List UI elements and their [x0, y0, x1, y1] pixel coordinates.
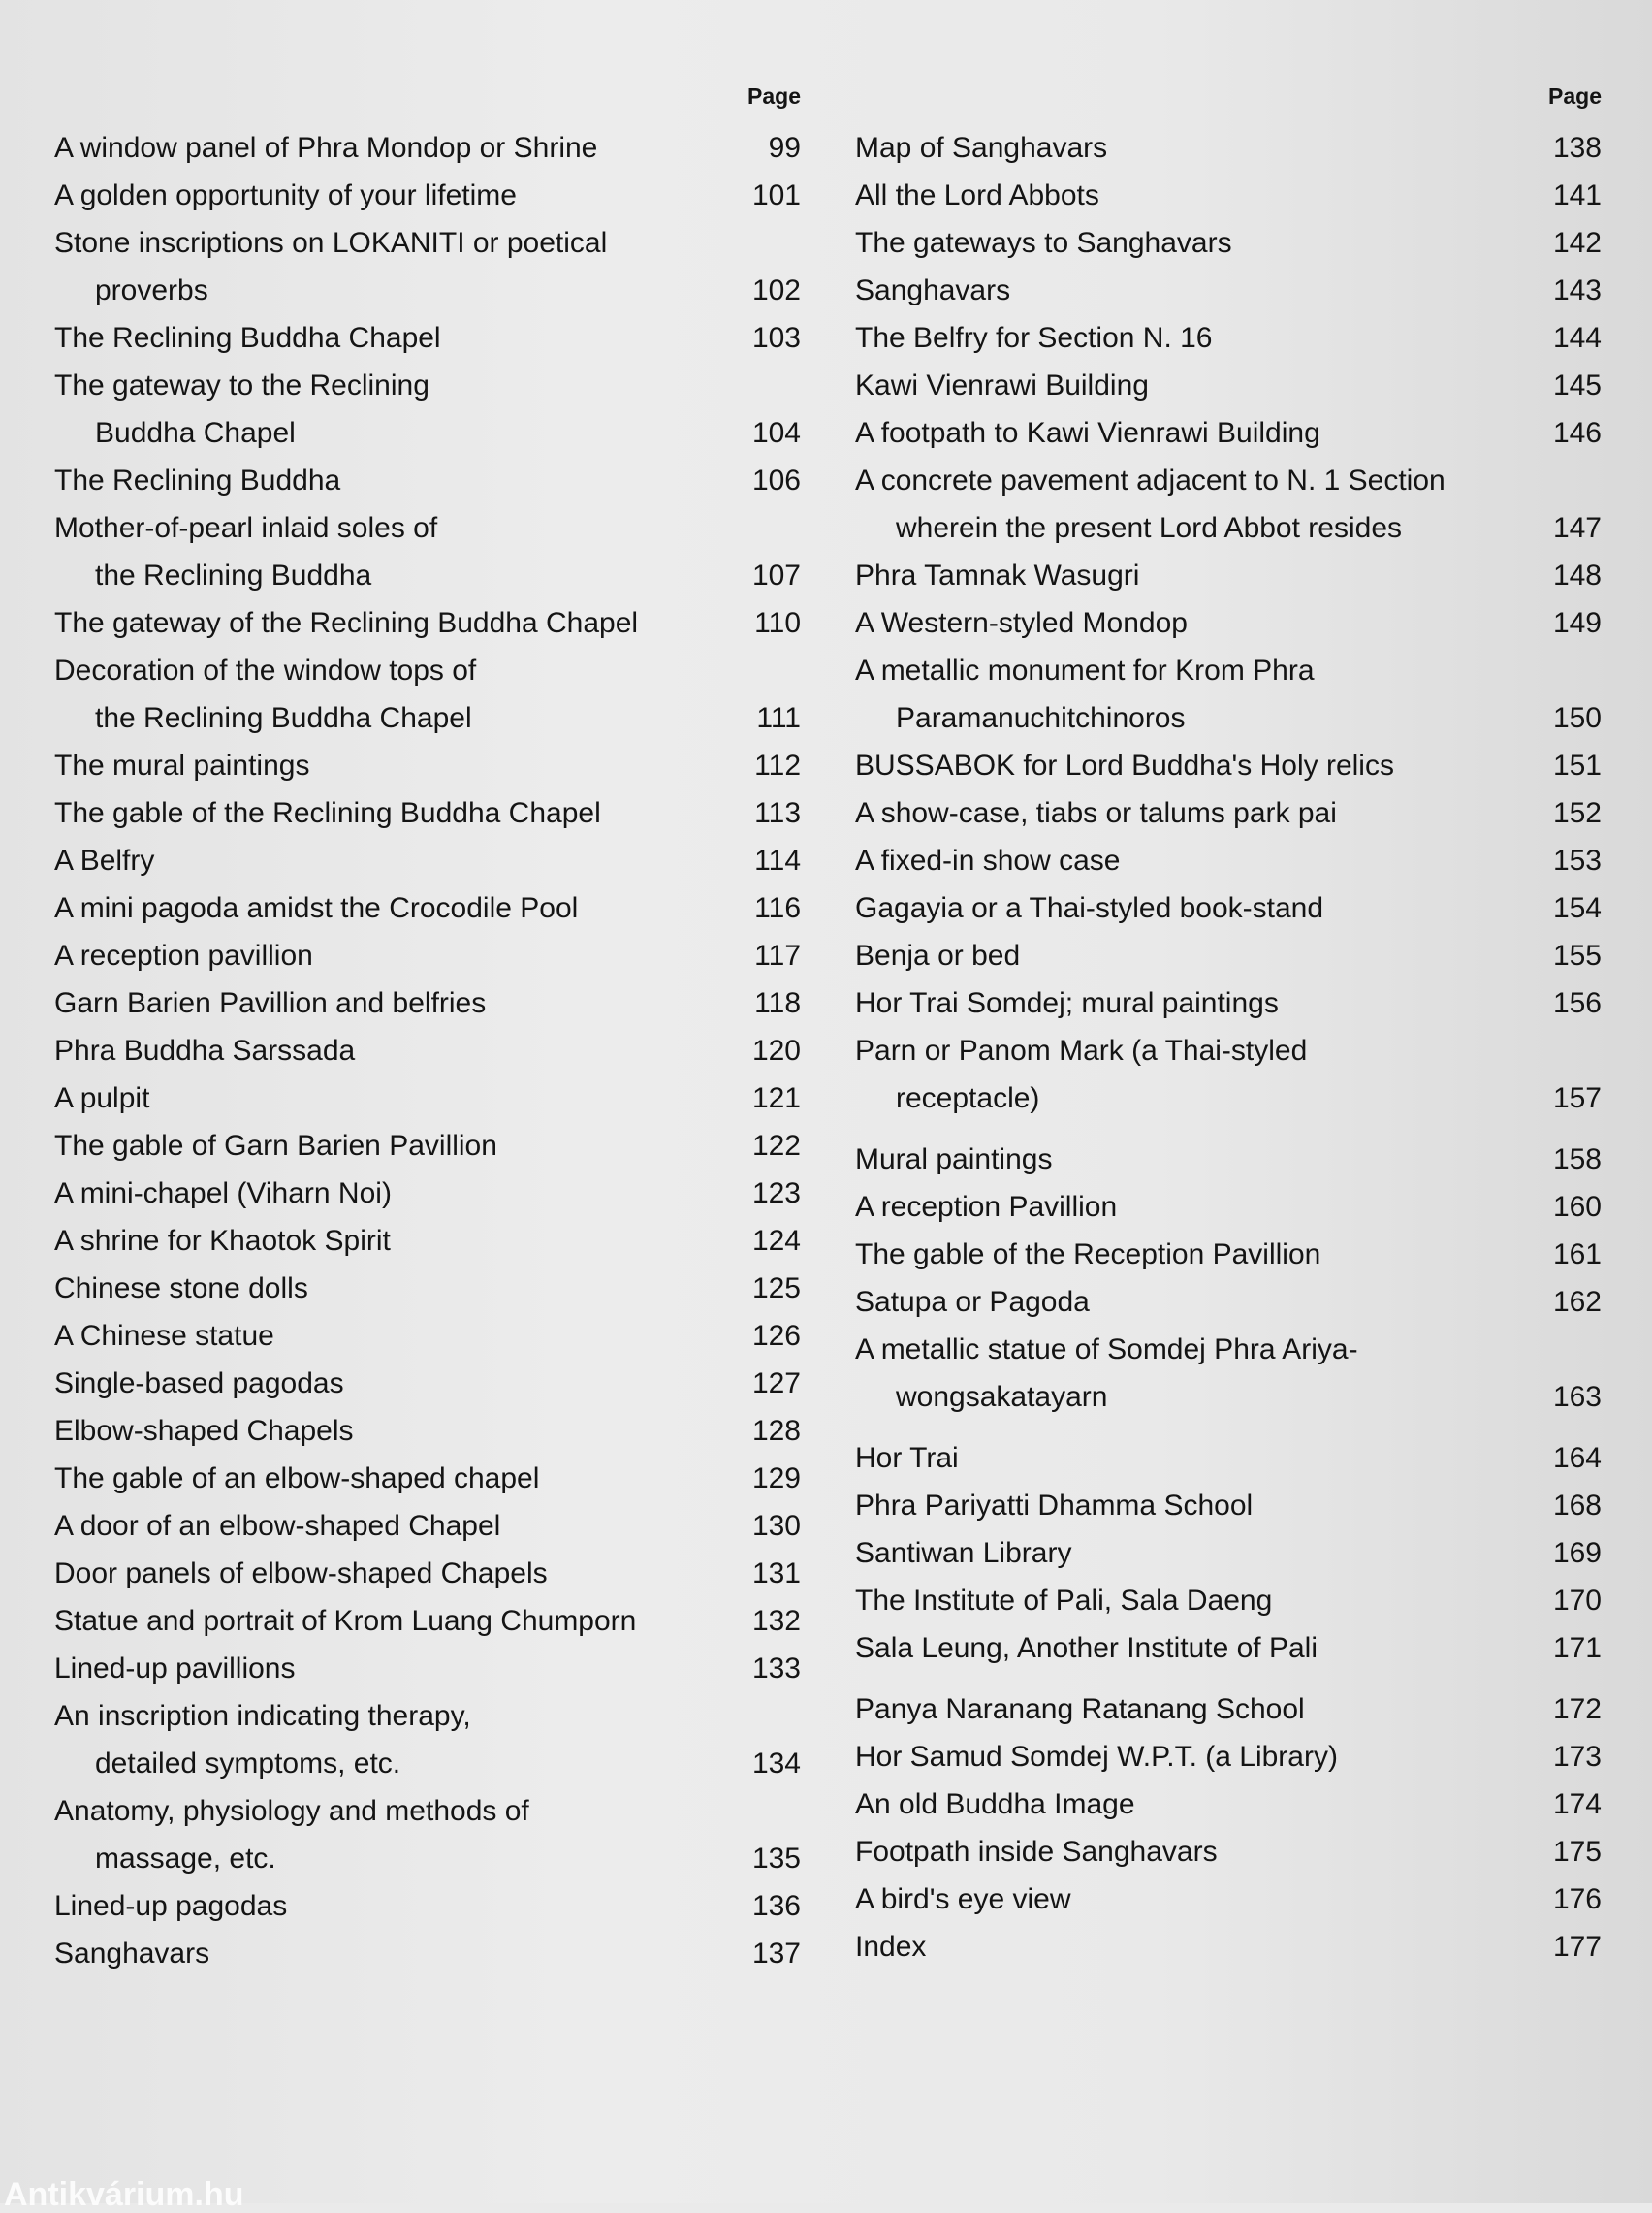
- toc-entry-page-number: 176: [1552, 1883, 1602, 1915]
- toc-entry-line: Parn or Panom Mark (a Thai-styled: [855, 1035, 1308, 1067]
- toc-entry-line: A footpath to Kawi Vienrawi Building: [855, 417, 1320, 449]
- toc-entry-line: Phra Tamnak Wasugri: [855, 560, 1140, 592]
- right-column: [855, 78, 1602, 1971]
- toc-entry-line: Lined-up pavillions: [54, 1652, 296, 1684]
- toc-entry-page-number: 149: [1552, 607, 1602, 639]
- toc-entry-page-number: 126: [751, 1320, 801, 1352]
- toc-entry-page-number: 102: [751, 274, 801, 306]
- toc-entry: [54, 1550, 801, 1597]
- toc-entry-line: A golden opportunity of your lifetime: [54, 179, 517, 211]
- toc-entry: [54, 1170, 801, 1217]
- toc-entry-line: Phra Buddha Sarssada: [54, 1035, 356, 1067]
- toc-entry-line: Lined-up pagodas: [54, 1890, 288, 1922]
- toc-entry-title: [54, 1455, 714, 1502]
- toc-entry-line: Satupa or Pagoda: [855, 1286, 1090, 1318]
- toc-entry-page-number: 156: [1552, 987, 1602, 1019]
- toc-entry-page-number: 154: [1552, 892, 1602, 924]
- toc-entry: [855, 837, 1602, 884]
- toc-entry-line: Mural paintings: [855, 1143, 1053, 1175]
- toc-entry-page-number: 132: [751, 1605, 801, 1637]
- toc-entry-page-number: 151: [1552, 750, 1602, 782]
- toc-entry-title: [855, 1577, 1514, 1624]
- toc-entry-title: [855, 552, 1514, 599]
- toc-entry-page-number: 153: [1552, 845, 1602, 877]
- toc-entry-page-number: 135: [751, 1843, 801, 1875]
- toc-entry-line: A metallic statue of Somdej Phra Ariya-: [855, 1333, 1358, 1365]
- toc-entry: [855, 124, 1602, 172]
- toc-entry-title: [54, 1217, 714, 1265]
- toc-entry-line: Hor Trai: [855, 1442, 959, 1474]
- toc-entry-line: massage, etc.: [95, 1843, 276, 1875]
- toc-entry-page-number: 103: [751, 322, 801, 354]
- toc-entry: [54, 1360, 801, 1407]
- toc-entry-line: Kawi Vienrawi Building: [855, 369, 1149, 401]
- toc-entry-page-number: 130: [751, 1510, 801, 1542]
- toc-entry-title: [855, 1828, 1514, 1876]
- toc-entry-page-number: 155: [1552, 940, 1602, 972]
- toc-entry-title: [54, 1645, 714, 1692]
- toc-entry: [54, 1692, 801, 1787]
- toc-entry-title: [54, 504, 714, 599]
- toc-entry-page-number: 147: [1552, 512, 1602, 544]
- toc-entry-line: A bird's eye view: [855, 1883, 1071, 1915]
- toc-entry-title: [855, 457, 1514, 552]
- toc-entry: [855, 1326, 1602, 1421]
- toc-entry-page-number: 125: [751, 1272, 801, 1304]
- toc-entry-title: [855, 409, 1514, 457]
- toc-entry-page-number: 133: [751, 1652, 801, 1684]
- toc-entry-line: Hor Samud Somdej W.P.T. (a Library): [855, 1741, 1338, 1773]
- toc-entry-title: [54, 837, 714, 884]
- toc-entry-title: [855, 647, 1514, 742]
- toc-entry-title: [855, 932, 1514, 979]
- toc-entry-page-number: 162: [1552, 1286, 1602, 1318]
- toc-entry-line: A metallic monument for Krom Phra: [855, 655, 1315, 687]
- toc-entry-line: A Chinese statue: [54, 1320, 274, 1352]
- toc-entry: [54, 1645, 801, 1692]
- toc-entry-page-number: 158: [1552, 1143, 1602, 1175]
- toc-entry-title: [54, 219, 714, 314]
- toc-entry-page-number: 134: [751, 1748, 801, 1780]
- toc-entry: [855, 172, 1602, 219]
- toc-entry-page-number: 101: [751, 179, 801, 211]
- toc-entry: [54, 1502, 801, 1550]
- toc-entry-page-number: 136: [751, 1890, 801, 1922]
- toc-entry: [855, 314, 1602, 362]
- toc-entry-line: A reception pavillion: [54, 940, 313, 972]
- toc-entry: [855, 1733, 1602, 1780]
- toc-entry-title: [855, 979, 1514, 1027]
- toc-entry-title: [855, 1685, 1514, 1733]
- toc-entry-title: [54, 1597, 714, 1645]
- toc-entry-page-number: 177: [1552, 1931, 1602, 1963]
- toc-entry: [54, 742, 801, 789]
- toc-entry: [54, 647, 801, 742]
- toc-entry-title: [54, 1787, 714, 1882]
- toc-entry-title: [54, 172, 714, 219]
- toc-entry-title: [54, 789, 714, 837]
- toc-entry: [855, 884, 1602, 932]
- toc-entry-title: [855, 1136, 1514, 1183]
- toc-entry-line: An old Buddha Image: [855, 1788, 1135, 1820]
- toc-entry-line: Benja or bed: [855, 940, 1021, 972]
- toc-entry-title: [54, 1074, 714, 1122]
- toc-entry-line: Sanghavars: [855, 274, 1011, 306]
- toc-entry-line: Stone inscriptions on LOKANITI or poetical: [54, 227, 608, 259]
- toc-entry-line: The Reclining Buddha Chapel: [54, 322, 441, 354]
- toc-entry: [855, 1434, 1602, 1482]
- toc-entry-line: The Belfry for Section N. 16: [855, 322, 1213, 354]
- toc-entry: [54, 932, 801, 979]
- toc-entry: [855, 1183, 1602, 1231]
- toc-entry: [54, 1074, 801, 1122]
- toc-entry: [54, 457, 801, 504]
- toc-entry-line: Chinese stone dolls: [54, 1272, 308, 1304]
- toc-entry-line: A concrete pavement adjacent to N. 1 Section: [855, 465, 1446, 497]
- page-column-label-left: Page: [747, 83, 801, 109]
- toc-entry-title: [855, 789, 1514, 837]
- toc-entry-page-number: 113: [754, 797, 801, 829]
- toc-entry: [855, 1876, 1602, 1923]
- toc-entry-title: [855, 884, 1514, 932]
- toc-entry-line: A window panel of Phra Mondop or Shrine: [54, 132, 598, 164]
- toc-entry-title: [855, 1923, 1514, 1971]
- toc-entry: [54, 1455, 801, 1502]
- toc-entry-title: [54, 1407, 714, 1455]
- toc-entry-line: A pulpit: [54, 1082, 150, 1114]
- toc-entry-title: [855, 1529, 1514, 1577]
- toc-entry-line: A mini-chapel (Viharn Noi): [54, 1177, 392, 1209]
- watermark: Antikvárium.hu: [4, 2176, 244, 2213]
- page-column-label-right: Page: [1548, 83, 1602, 109]
- toc-entry-line: the Reclining Buddha Chapel: [95, 702, 472, 734]
- left-entry-list: [54, 124, 801, 1977]
- toc-entry: [54, 979, 801, 1027]
- toc-entry-title: [855, 219, 1514, 267]
- toc-entry-line: A Belfry: [54, 845, 155, 877]
- toc-entry-line: The gateway of the Reclining Buddha Chapel: [54, 607, 639, 639]
- toc-entry: [855, 1923, 1602, 1971]
- toc-entry-line: Garn Barien Pavillion and belfries: [54, 987, 487, 1019]
- left-column: [54, 78, 801, 1977]
- toc-entry-title: [54, 362, 714, 457]
- toc-entry-page-number: 127: [751, 1367, 801, 1399]
- toc-entry-title: [54, 1692, 714, 1787]
- toc-entry-line: wongsakatayarn: [896, 1381, 1108, 1413]
- toc-entry-line: Phra Pariyatti Dhamma School: [855, 1490, 1254, 1522]
- toc-entry-line: The Reclining Buddha: [54, 465, 341, 497]
- toc-entry-page-number: 138: [1552, 132, 1602, 164]
- toc-entry: [54, 1122, 801, 1170]
- toc-entry-line: the Reclining Buddha: [95, 560, 372, 592]
- toc-entry-page-number: 163: [1552, 1381, 1602, 1413]
- toc-entry-page-number: 148: [1552, 560, 1602, 592]
- toc-entry: [54, 172, 801, 219]
- toc-entry-page-number: 137: [751, 1938, 801, 1970]
- toc-entry-title: [855, 1876, 1514, 1923]
- toc-entry-page-number: 99: [768, 132, 801, 164]
- toc-entry-line: detailed symptoms, etc.: [95, 1748, 401, 1780]
- toc-entry-title: [855, 172, 1514, 219]
- toc-entry-page-number: 172: [1552, 1693, 1602, 1725]
- toc-entry: [54, 1930, 801, 1977]
- toc-entry-title: [855, 1482, 1514, 1529]
- toc-entry-line: Door panels of elbow-shaped Chapels: [54, 1557, 548, 1589]
- toc-entry-page-number: 144: [1552, 322, 1602, 354]
- toc-entry: [855, 647, 1602, 742]
- toc-entry-page-number: 107: [751, 560, 801, 592]
- toc-entry-page-number: 118: [754, 987, 801, 1019]
- toc-entry-line: Single-based pagodas: [54, 1367, 344, 1399]
- toc-entry: [54, 1027, 801, 1074]
- toc-entry-title: [54, 742, 714, 789]
- toc-entry-page-number: 114: [754, 845, 801, 877]
- toc-entry-title: [54, 314, 714, 362]
- toc-entry-title: [54, 884, 714, 932]
- toc-entry-line: Statue and portrait of Krom Luang Chumporn: [54, 1605, 637, 1637]
- toc-entry: [855, 742, 1602, 789]
- toc-entry-line: The gable of Garn Barien Pavillion: [54, 1130, 497, 1162]
- toc-entry-title: [855, 742, 1514, 789]
- toc-entry-title: [54, 1265, 714, 1312]
- toc-entry-line: Panya Naranang Ratanang School: [855, 1693, 1305, 1725]
- toc-entry-line: All the Lord Abbots: [855, 179, 1099, 211]
- toc-entry: [855, 219, 1602, 267]
- toc-entry-line: wherein the present Lord Abbot resides: [896, 512, 1402, 544]
- toc-entry-line: Gagayia or a Thai-styled book-stand: [855, 892, 1324, 924]
- toc-entry-page-number: 175: [1552, 1836, 1602, 1868]
- toc-entry: [54, 219, 801, 314]
- toc-entry-title: [855, 362, 1514, 409]
- toc-entry-line: A Western-styled Mondop: [855, 607, 1188, 639]
- toc-entry-page-number: 170: [1552, 1585, 1602, 1617]
- toc-entry: [54, 314, 801, 362]
- toc-entry: [855, 1577, 1602, 1624]
- toc-entry-page-number: 150: [1552, 702, 1602, 734]
- toc-entry-title: [54, 124, 714, 172]
- toc-entry-page-number: 173: [1552, 1741, 1602, 1773]
- toc-entry-line: A show-case, tiabs or talums park pai: [855, 797, 1337, 829]
- toc-entry: [855, 1231, 1602, 1278]
- toc-entry-line: The gateway to the Reclining: [54, 369, 429, 401]
- toc-entry-title: [855, 1733, 1514, 1780]
- toc-entry: [855, 1027, 1602, 1122]
- toc-entry-title: [54, 1550, 714, 1597]
- toc-entry-page-number: 104: [751, 417, 801, 449]
- toc-entry-line: A door of an elbow-shaped Chapel: [54, 1510, 501, 1542]
- toc-entry: [855, 932, 1602, 979]
- toc-entry-line: A shrine for Khaotok Spirit: [54, 1225, 391, 1257]
- toc-entry-title: [855, 267, 1514, 314]
- toc-entry-page-number: 152: [1552, 797, 1602, 829]
- toc-entry-title: [855, 1183, 1514, 1231]
- toc-entry: [54, 1312, 801, 1360]
- toc-entry-line: Paramanuchitchinoros: [896, 702, 1186, 734]
- toc-entry-title: [54, 1930, 714, 1977]
- toc-entry-page-number: 121: [751, 1082, 801, 1114]
- toc-entry-page-number: 116: [754, 892, 801, 924]
- toc-entry-line: Sala Leung, Another Institute of Pali: [855, 1632, 1318, 1664]
- toc-entry: [54, 504, 801, 599]
- toc-entry: [855, 979, 1602, 1027]
- toc-entry-page-number: 123: [751, 1177, 801, 1209]
- toc-entry-line: The Institute of Pali, Sala Daeng: [855, 1585, 1273, 1617]
- toc-entry: [54, 884, 801, 932]
- toc-entry-page-number: 164: [1552, 1442, 1602, 1474]
- toc-entry-page-number: 122: [751, 1130, 801, 1162]
- toc-entry: [855, 362, 1602, 409]
- toc-entry-line: Map of Sanghavars: [855, 132, 1108, 164]
- toc-entry-line: The gateways to Sanghavars: [855, 227, 1232, 259]
- toc-entry-title: [54, 1312, 714, 1360]
- toc-entry: [54, 789, 801, 837]
- toc-entry-title: [54, 647, 714, 742]
- toc-entry: [855, 1136, 1602, 1183]
- toc-entry-page-number: 143: [1552, 274, 1602, 306]
- toc-entry-page-number: 117: [754, 940, 801, 972]
- toc-entry-page-number: 171: [1552, 1632, 1602, 1664]
- toc-entry-line: Hor Trai Somdej; mural paintings: [855, 987, 1279, 1019]
- toc-entry-title: [855, 1027, 1514, 1122]
- toc-entry: [54, 1882, 801, 1930]
- toc-entry-line: The mural paintings: [54, 750, 310, 782]
- toc-entry-page-number: 110: [754, 607, 801, 639]
- toc-entry: [855, 1529, 1602, 1577]
- toc-entry-line: Buddha Chapel: [95, 417, 296, 449]
- toc-entry: [855, 1624, 1602, 1672]
- toc-entry: [855, 599, 1602, 647]
- toc-entry-page-number: 106: [751, 465, 801, 497]
- toc-entry-title: [54, 1027, 714, 1074]
- toc-entry-line: The gable of the Reclining Buddha Chapel: [54, 797, 601, 829]
- toc-entry-title: [855, 1624, 1514, 1672]
- toc-entry-page-number: 145: [1552, 369, 1602, 401]
- toc-entry-line: A mini pagoda amidst the Crocodile Pool: [54, 892, 579, 924]
- toc-entry-page-number: 157: [1552, 1082, 1602, 1114]
- toc-entry: [855, 1828, 1602, 1876]
- toc-entry-title: [855, 1326, 1514, 1421]
- toc-entry: [855, 457, 1602, 552]
- toc-entry-line: receptacle): [896, 1082, 1040, 1114]
- toc-entry: [855, 1685, 1602, 1733]
- toc-entry-page-number: 161: [1552, 1238, 1602, 1270]
- toc-entry-title: [54, 1122, 714, 1170]
- toc-entry-page-number: 141: [1552, 179, 1602, 211]
- toc-entry: [54, 362, 801, 457]
- right-entry-list: [855, 124, 1602, 1971]
- toc-entry-page-number: 129: [751, 1462, 801, 1494]
- toc-entry-page-number: 112: [754, 750, 801, 782]
- toc-entry-title: [54, 599, 714, 647]
- toc-entry: [855, 1278, 1602, 1326]
- toc-entry-line: Decoration of the window tops of: [54, 655, 477, 687]
- toc-entry-title: [855, 1434, 1514, 1482]
- toc-entry-title: [855, 1231, 1514, 1278]
- toc-entry-title: [54, 1502, 714, 1550]
- toc-entry-page-number: 160: [1552, 1191, 1602, 1223]
- toc-entry: [855, 409, 1602, 457]
- toc-entry-title: [54, 1882, 714, 1930]
- toc-entry: [54, 1407, 801, 1455]
- toc-entry: [54, 837, 801, 884]
- toc-entry-title: [855, 124, 1514, 172]
- toc-entry-title: [54, 457, 714, 504]
- toc-entry-title: [54, 1360, 714, 1407]
- toc-entry-page-number: 142: [1552, 227, 1602, 259]
- toc-entry-line: BUSSABOK for Lord Buddha's Holy relics: [855, 750, 1394, 782]
- toc-entry: [855, 1482, 1602, 1529]
- toc-entry: [54, 1265, 801, 1312]
- toc-entry-line: Index: [855, 1931, 927, 1963]
- toc-entry-title: [855, 837, 1514, 884]
- toc-entry-line: The gable of an elbow-shaped chapel: [54, 1462, 540, 1494]
- toc-entry-page-number: 128: [751, 1415, 801, 1447]
- toc-entry-line: A fixed-in show case: [855, 845, 1121, 877]
- toc-entry-line: Elbow-shaped Chapels: [54, 1415, 354, 1447]
- toc-entry-title: [855, 599, 1514, 647]
- toc-entry-line: The gable of the Reception Pavillion: [855, 1238, 1321, 1270]
- toc-entry-page-number: 169: [1552, 1537, 1602, 1569]
- toc-entry: [54, 1787, 801, 1882]
- toc-entry: [855, 267, 1602, 314]
- toc-entry-line: A reception Pavillion: [855, 1191, 1118, 1223]
- toc-entry-page-number: 111: [756, 702, 801, 734]
- toc-entry: [855, 1780, 1602, 1828]
- toc-entry-line: Santiwan Library: [855, 1537, 1072, 1569]
- toc-entry-title: [855, 1278, 1514, 1326]
- toc-entry: [54, 1597, 801, 1645]
- toc-entry-line: proverbs: [95, 274, 208, 306]
- toc-entry-title: [54, 979, 714, 1027]
- toc-entry-title: [855, 314, 1514, 362]
- toc-entry-page-number: 120: [751, 1035, 801, 1067]
- toc-entry-page-number: 168: [1552, 1490, 1602, 1522]
- toc-entry-line: Anatomy, physiology and methods of: [54, 1795, 529, 1827]
- toc-entry-title: [54, 1170, 714, 1217]
- toc-entry: [54, 124, 801, 172]
- toc-entry-line: Footpath inside Sanghavars: [855, 1836, 1218, 1868]
- toc-entry: [855, 789, 1602, 837]
- toc-entry: [855, 552, 1602, 599]
- toc-entry-page-number: 131: [751, 1557, 801, 1589]
- toc-entry-line: Sanghavars: [54, 1938, 210, 1970]
- toc-entry: [54, 599, 801, 647]
- toc-entry-title: [54, 932, 714, 979]
- toc-entry-page-number: 146: [1552, 417, 1602, 449]
- toc-entry-page-number: 174: [1552, 1788, 1602, 1820]
- toc-entry: [54, 1217, 801, 1265]
- toc-entry-line: An inscription indicating therapy,: [54, 1700, 471, 1732]
- toc-entry-page-number: 124: [751, 1225, 801, 1257]
- toc-entry-title: [855, 1780, 1514, 1828]
- toc-entry-line: Mother-of-pearl inlaid soles of: [54, 512, 438, 544]
